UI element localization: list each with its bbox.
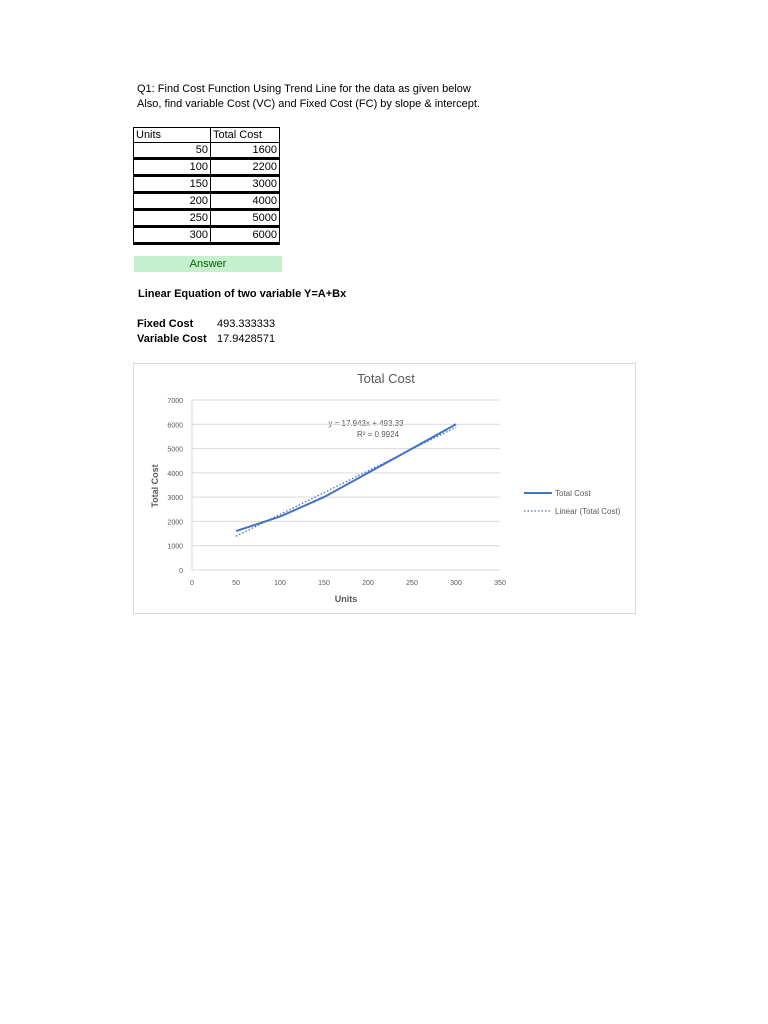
fixed-cost-value: 493.333333 (217, 318, 276, 330)
table-row (134, 143, 280, 159)
table-header-row (134, 128, 280, 143)
trendline-equation: y = 17.943x + 493.33 (328, 419, 404, 428)
x-tick-label: 0 (190, 580, 194, 587)
header-total-cost: Total Cost (211, 128, 280, 143)
cell-units: 200 (134, 193, 211, 210)
x-tick-label: 50 (232, 580, 240, 587)
variable-cost-row (137, 333, 275, 345)
x-tick-label: 350 (494, 580, 506, 587)
cell-units: 300 (134, 227, 211, 244)
x-tick-label: 300 (450, 580, 462, 587)
table-row (134, 159, 280, 176)
chart-title: Total Cost (357, 371, 415, 386)
y-tick-label: 6000 (167, 422, 183, 430)
cell-total-cost: 2200 (211, 159, 280, 176)
cell-total-cost: 5000 (211, 210, 280, 227)
fixed-cost-row (137, 318, 275, 330)
y-tick-label: 0 (179, 568, 183, 575)
variable-cost-value: 17.9428571 (217, 333, 276, 345)
variable-cost-label: Variable Cost (137, 333, 207, 345)
cell-total-cost: 3000 (211, 176, 280, 193)
trendline-r2: R² = 0.9924 (356, 430, 400, 439)
y-tick-label: 7000 (167, 398, 183, 405)
table-row (134, 193, 280, 210)
x-tick-label: 100 (274, 580, 286, 587)
question-line-1: Q1: Find Cost Function Using Trend Line for the data as given below (137, 83, 471, 95)
cell-total-cost: 6000 (211, 227, 280, 244)
equation-label: Linear Equation of two variable Y=A+Bx (138, 288, 347, 300)
table-row (134, 210, 280, 227)
x-tick-label: 200 (362, 580, 374, 587)
y-tick-label: 1000 (167, 543, 183, 551)
fixed-cost-label: Fixed Cost (137, 318, 194, 330)
table-row (134, 176, 280, 193)
cell-total-cost: 4000 (211, 193, 280, 210)
y-tick-label: 5000 (167, 446, 183, 454)
cell-units: 50 (134, 143, 211, 159)
legend-series-label: Total Cost (555, 489, 591, 498)
x-tick-label: 150 (318, 580, 330, 587)
x-tick-label: 250 (406, 580, 418, 587)
data-table (133, 127, 280, 245)
legend-trendline-label: Linear (Total Cost) (555, 507, 621, 516)
y-tick-label: 2000 (167, 519, 183, 527)
y-axis-label: Total Cost (150, 464, 160, 508)
question-line-2: Also, find variable Cost (VC) and Fixed Cost (FC) by slope & intercept. (137, 98, 480, 110)
answer-label: Answer (134, 256, 282, 272)
question-text (137, 82, 480, 112)
table-row (134, 227, 280, 244)
cell-units: 150 (134, 176, 211, 193)
series-line-total-cost (236, 424, 456, 531)
header-units: Units (134, 128, 211, 143)
y-tick-label: 3000 (167, 495, 183, 503)
total-cost-chart (133, 363, 636, 614)
cell-units: 100 (134, 159, 211, 176)
x-axis-label: Units (334, 594, 358, 604)
y-tick-label: 4000 (167, 470, 183, 478)
cell-total-cost: 1600 (211, 143, 280, 159)
cell-units: 250 (134, 210, 211, 227)
chart-svg (134, 364, 637, 615)
